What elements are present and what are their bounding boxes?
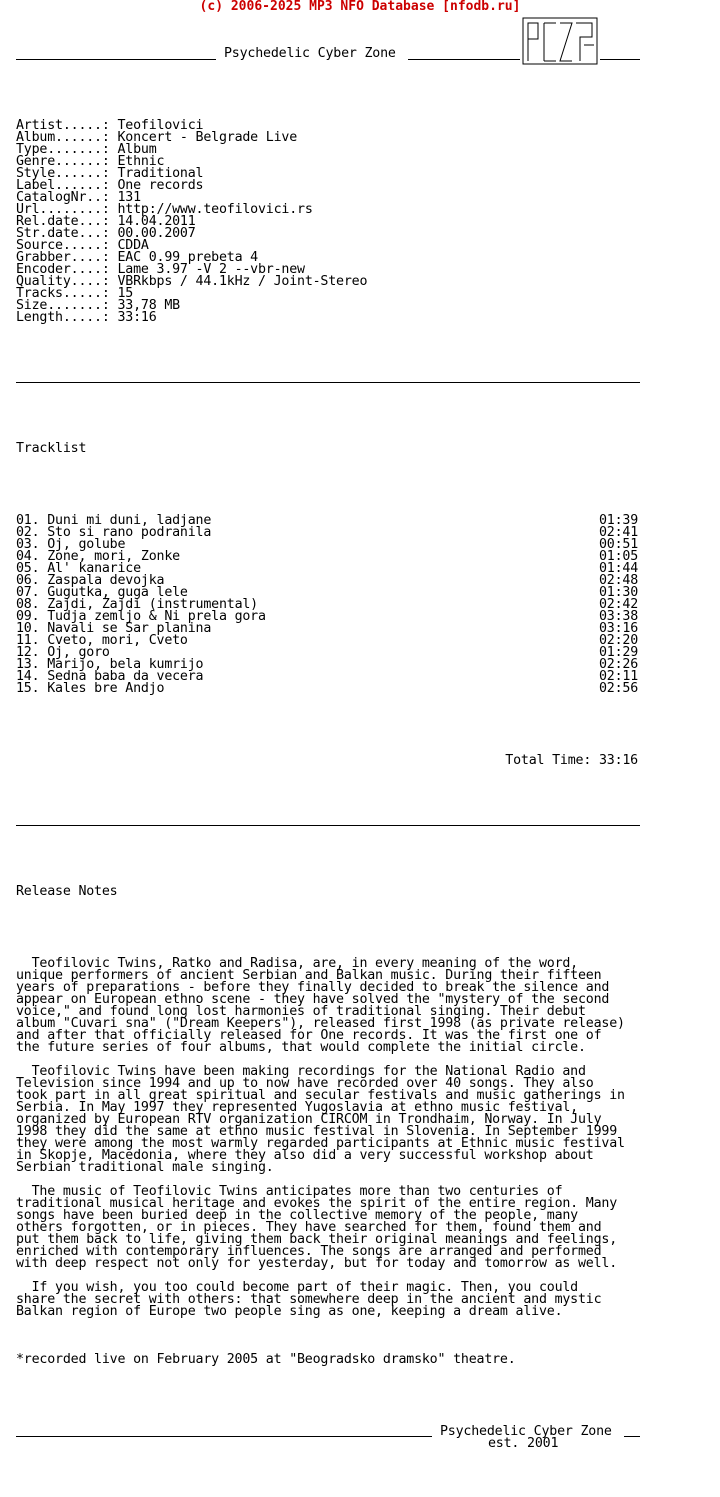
track-title: Gugutka, guga lele (47, 585, 188, 600)
note-line: organized by European RTV organization CIRCOM in Trondhaim, Norway. In July (16, 1112, 602, 1127)
note-line: The music of Teofilovic Twins anticipates more than two centuries of (16, 1184, 563, 1199)
track-number: 15. (16, 681, 40, 696)
note-line: Serbian traditional male singing. (16, 1160, 274, 1175)
track-time: 02:20 (598, 633, 638, 648)
footer-est: est. 2001 (488, 1436, 559, 1451)
note-line: Teofilovic Twins have been making recordings for the National Radio and (16, 1064, 586, 1079)
track-time: 02:41 (598, 525, 638, 540)
note-line: put them back to life, giving them back their original meanings and feelings, (16, 1232, 618, 1247)
track-title: Sto si rano podranila (47, 525, 212, 540)
track-time: 02:42 (598, 597, 638, 612)
track-title: Tudja zemljo & Ni prela gora (47, 609, 266, 624)
track-row (16, 683, 646, 695)
tracklist-heading: Tracklist (16, 441, 87, 456)
info-key: Style......: (16, 166, 110, 181)
info-key: Source.....: (16, 238, 110, 253)
info-value: 33,78 MB (117, 298, 180, 313)
note-line: voice," and found long lost harmonies of traditional singing. Their debut (16, 1004, 586, 1019)
track-time: 00:51 (598, 537, 638, 552)
info-key: Quality....: (16, 274, 110, 289)
footer-group-name: Psychedelic Cyber Zone (440, 1424, 612, 1439)
track-title: Navali se Sar planina (47, 621, 212, 636)
info-key: Grabber....: (16, 250, 110, 265)
info-key: Encoder....: (16, 262, 110, 277)
note-line: Balkan region of Europe two people sing as one, keeping a dream alive. (16, 1304, 563, 1319)
release-notes-heading: Release Notes (16, 884, 118, 899)
note-line: took part in all great spiritual and secular festivals and music gatherings in (16, 1088, 625, 1103)
info-key: Album......: (16, 130, 110, 145)
track-number: 06. (16, 573, 40, 588)
note-line: 1998 they did the same at ethno music festival in Slovenia. In September 1999 (16, 1124, 618, 1139)
info-value: VBRkbps / 44.1kHz / Joint-Stereo (117, 274, 368, 289)
info-value: Lame 3.97 -V 2 --vbr-new (117, 262, 305, 277)
note-line: songs have been buried deep in the collective memory of the people, many (16, 1208, 578, 1223)
track-number: 03. (16, 537, 40, 552)
footer-rule-end (624, 1436, 640, 1437)
info-value: 33:16 (117, 310, 157, 325)
track-number: 12. (16, 645, 40, 660)
track-time: 02:56 (598, 681, 638, 696)
track-number: 13. (16, 657, 40, 672)
paragraph-gap (16, 1270, 646, 1282)
info-row (16, 312, 646, 324)
track-title: Duni mi duni, ladjane (47, 513, 212, 528)
info-key: Type.......: (16, 142, 110, 157)
info-value: CDDA (117, 238, 149, 253)
info-value: 15 (117, 286, 134, 301)
info-key: CatalogNr..: (16, 190, 110, 205)
note-line: Teofilovic Twins, Ratko and Radisa, are, in every meaning of the word, (16, 956, 578, 971)
note-line: in Skopje, Macedonia, where they also did a very successful workshop about (16, 1148, 594, 1163)
track-title: Sedna baba da vecera (47, 669, 204, 684)
info-key: Genre......: (16, 154, 110, 169)
nfo-body (16, 36, 646, 1460)
note-line: Television since 1994 and up to now have recorded over 40 songs. They also (16, 1076, 594, 1091)
total-time-row (16, 755, 646, 767)
info-value: Ethnic (117, 154, 165, 169)
note-line: unique performers of ancient Serbian and Balkan music. During their fifteen (16, 968, 602, 983)
track-title: Al' kanarice (47, 561, 141, 576)
footer-rule (16, 1436, 432, 1437)
info-value: Koncert - Belgrade Live (117, 130, 298, 145)
release-info (16, 120, 646, 324)
track-title: Zaspala devojka (47, 573, 165, 588)
info-key: Artist.....: (16, 118, 110, 133)
note-line: with deep respect not only for yesterday, but for today and tomorrow as well. (16, 1256, 618, 1271)
track-number: 09. (16, 609, 40, 624)
track-time: 02:26 (598, 657, 638, 672)
track-number: 07. (16, 585, 40, 600)
track-title: Kales bre Andjo (47, 681, 165, 696)
info-value: Traditional (117, 166, 204, 181)
info-value: Teofilovici (117, 118, 204, 133)
track-number: 02. (16, 525, 40, 540)
info-value: 14.04.2011 (117, 214, 196, 229)
track-time: 01:44 (598, 561, 638, 576)
track-number: 14. (16, 669, 40, 684)
note-line: If you wish, you too could become part of their magic. Then, you could (16, 1280, 578, 1295)
track-row (16, 635, 646, 647)
track-time: 02:48 (598, 573, 638, 588)
total-time: Total Time: 33:16 (505, 753, 638, 768)
track-time: 01:30 (598, 585, 638, 600)
track-title: Oj, goro (47, 645, 110, 660)
info-value: 00.00.2007 (117, 226, 196, 241)
track-title: Marijo, bela kumrijo (47, 657, 204, 672)
track-number: 01. (16, 513, 40, 528)
track-time: 02:11 (598, 669, 638, 684)
divider (16, 825, 640, 826)
paragraph-gap (16, 1054, 646, 1066)
footer (16, 1424, 646, 1451)
track-time: 01:29 (598, 645, 638, 660)
tracklist (16, 515, 646, 695)
info-key: Url........: (16, 202, 110, 217)
note-line: appear on European ethno scene - they have solved the "mystery of the second (16, 992, 610, 1007)
info-key: Tracks.....: (16, 286, 110, 301)
info-value: One records (117, 178, 204, 193)
track-title: Oj, golube (47, 537, 126, 552)
note-line: and after that officially released for One records. It was the first one of (16, 1028, 602, 1043)
track-time: 01:39 (598, 513, 638, 528)
note-line: traditional musical heritage and evokes the spirit of the entire region. Many (16, 1196, 618, 1211)
copyright-banner[interactable]: (c) 2006-2025 MP3 NFO Database [nfodb.ru] (199, 0, 521, 14)
note-line: enriched with contemporary influences. The songs are arranged and performed (16, 1244, 602, 1259)
track-number: 11. (16, 633, 40, 648)
note-line: years of preparations - before they finally decided to break the silence and (16, 980, 610, 995)
info-value: http://www.teofilovici.rs (117, 202, 313, 217)
track-number: 04. (16, 549, 40, 564)
track-time: 03:38 (598, 609, 638, 624)
note-line: the future series of four albums, that would complete the initial circle. (16, 1040, 586, 1055)
track-number: 05. (16, 561, 40, 576)
info-key: Rel.date...: (16, 214, 110, 229)
track-time: 01:05 (598, 549, 638, 564)
release-notes (16, 958, 646, 1330)
info-key: Length.....: (16, 310, 110, 325)
info-key: Str.date...: (16, 226, 110, 241)
track-title: Zajdi, Zajdi (instrumental) (47, 597, 258, 612)
info-value: Album (117, 142, 157, 157)
track-title: Zone, mori, Zonke (47, 549, 180, 564)
track-time: 03:16 (598, 621, 638, 636)
note-line: others forgotten, or in pieces. They have searched for them, found them and (16, 1220, 602, 1235)
note-line: album "Cuvari sna" ("Dream Keepers"), released first 1998 (as private release) (16, 1016, 625, 1031)
info-value: 131 (117, 190, 141, 205)
note-line: Serbia. In May 1997 they represented Yugoslavia at ethno music festival, (16, 1100, 578, 1115)
track-number: 08. (16, 597, 40, 612)
group-name: Psychedelic Cyber Zone (224, 46, 396, 61)
track-number: 10. (16, 621, 40, 636)
info-key: Size.......: (16, 298, 110, 313)
paragraph-gap (16, 1318, 646, 1330)
note-line: share the secret with others: that somewhere deep in the ancient and mystic (16, 1292, 602, 1307)
paragraph-gap (16, 1174, 646, 1186)
footnote: *recorded live on February 2005 at "Beogradsko dramsko" theatre. (16, 1352, 516, 1367)
note-line: they were among the most warmly regarded participants at Ethnic music festival (16, 1136, 625, 1151)
divider (16, 382, 640, 383)
track-title: Cveto, mori, Cveto (47, 633, 188, 648)
info-value: EAC 0.99 prebeta 4 (117, 250, 258, 265)
info-key: Label......: (16, 178, 110, 193)
